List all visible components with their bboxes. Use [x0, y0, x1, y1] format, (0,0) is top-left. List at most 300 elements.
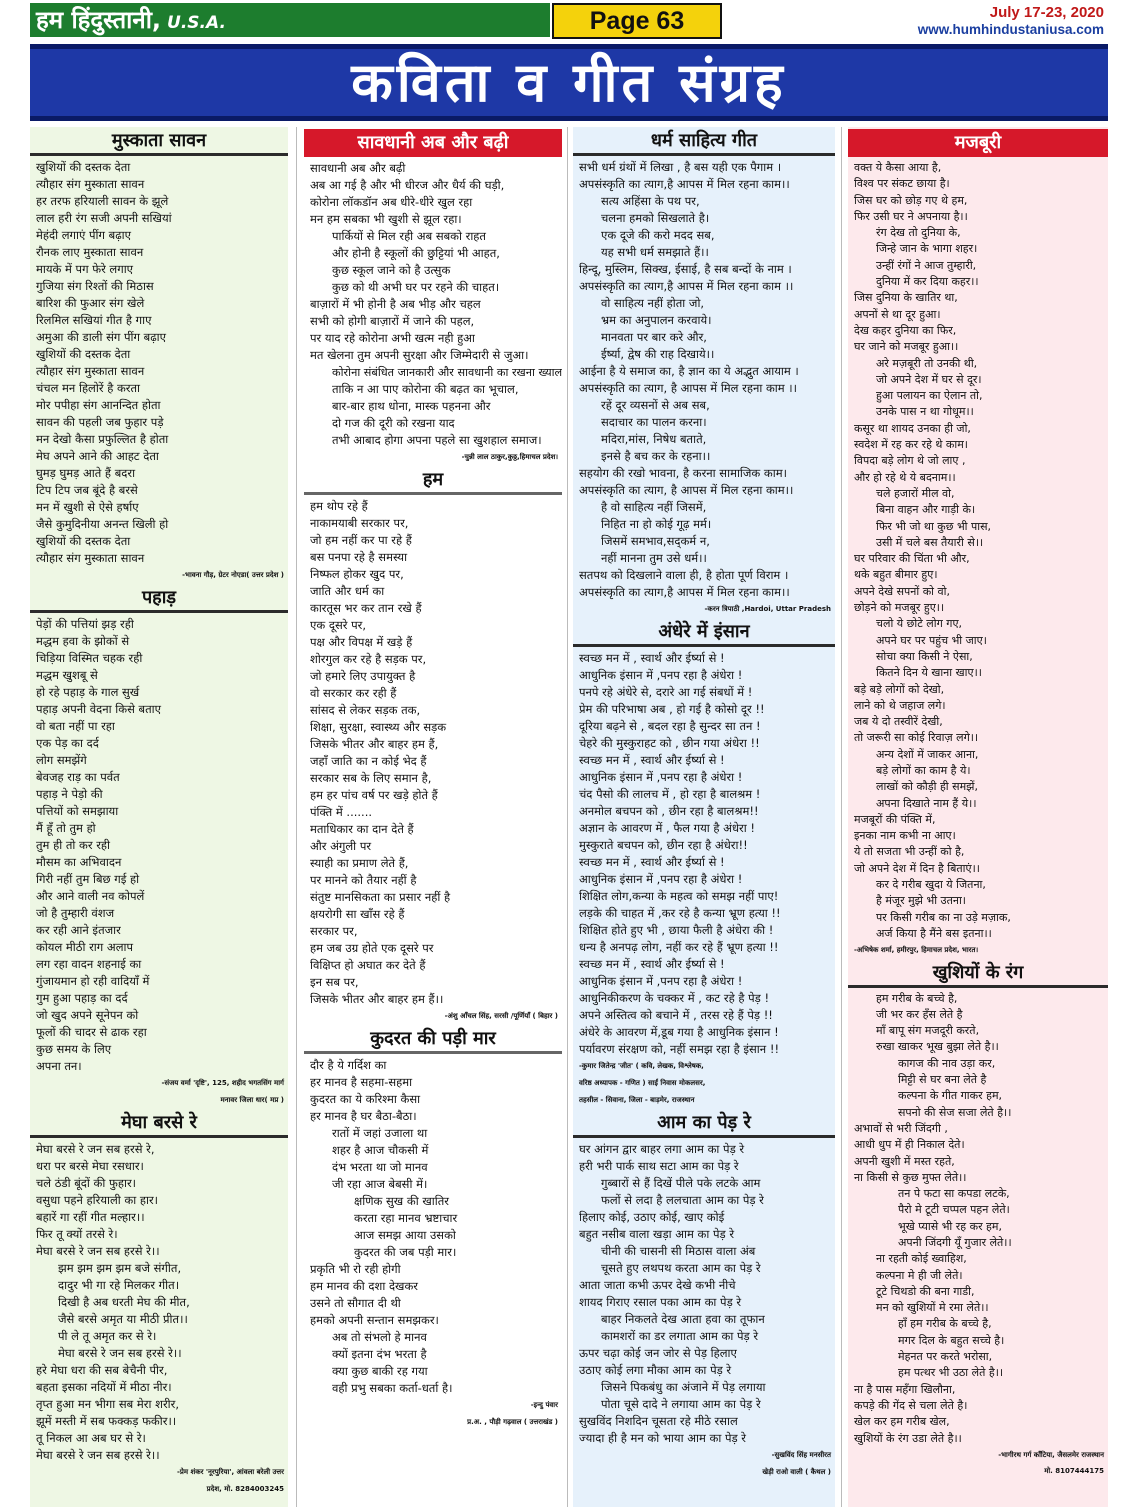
poem-line: तू निकल आ अब घर से रे।	[36, 1431, 146, 1445]
poem-line: मानवता पर बार करे और,	[601, 330, 707, 344]
poem-line: चंद पैसो की लालच में , हो रहा है बालश्रम !	[579, 787, 761, 801]
poem-line: भूखे प्यासे भी रह कर हम,	[898, 1219, 1002, 1233]
poem-line: वक्त ये कैसा आया है,	[854, 161, 942, 174]
poem-line: मिट्टी से घर बना लेते है	[898, 1073, 987, 1087]
poem-body	[848, 991, 1108, 1447]
poem-line: हिलाए कोई, उठाए कोई, खाए कोई	[579, 1210, 725, 1224]
poem-line: लग रहा वादन शहनाई का	[36, 957, 142, 971]
poem-line: वही प्रभु सबका कर्ता-धर्ता है।	[332, 1381, 453, 1395]
poem-line: जिस दुनिया के खातिर था,	[854, 291, 958, 305]
poem-line: जिसमें समभाव,सद्कर्म न,	[601, 534, 710, 548]
poem-line: देख कहर दुनिया का फिर,	[854, 323, 957, 337]
poem-line: पी ले तू अमृत कर से रे।	[58, 1329, 157, 1343]
poem-line: जैसे बरसे अमृत या मीठी प्रीत।।	[58, 1312, 188, 1326]
poem-line: रिलमिल सखियां गीत है गाए	[36, 313, 152, 327]
poem-line: दो गज की दूरी को रखना याद	[332, 416, 455, 430]
poem-line: सभी को होगी बाज़ारों में जाने की पहल,	[310, 314, 475, 328]
poem-line: पर मानने को तैयार नहीं है	[310, 873, 417, 887]
poem-line: पहाड़ अपनी वेदना किसे बताए	[36, 702, 161, 716]
poem-line: अपना दिखाते नाम हैं ये।।	[876, 796, 977, 810]
poem-author: -संजय वर्मा 'दृष्टि', 125, शहीद भगतसिंग मार्ग	[161, 1079, 284, 1087]
poem-line: बहता इसका नदियों में मीठा नीर।	[36, 1380, 172, 1394]
poem-author: -करन त्रिपाठी ,Hardoi, Uttar Pradesh	[704, 605, 831, 613]
poem-line: सरकार पर,	[310, 924, 358, 938]
poem-line: कोरोना लॉकडॉन अब धीरे-धीरे खुल रहा	[310, 195, 473, 209]
page-number: Page 63	[552, 3, 722, 39]
poem-line: खुशियों के रंग उडा लेते है।।	[854, 1431, 962, 1445]
poem-line: स्वच्छ मन में , स्वार्थ और ईर्ष्या से !	[579, 651, 725, 665]
poem-line: गुम हुआ पहाड़ का दर्द	[36, 991, 128, 1005]
poem-line: जिन्हे जान के भागा शहर।	[876, 242, 978, 256]
poem-line: मेघा बरसे रे जन सब हरसे रे।।	[58, 1346, 182, 1360]
poem-author-address: मो. 8107444175	[1044, 1467, 1104, 1476]
poem-line: अज्ञान के आवरण में , फैल गया है अंधेरा !	[579, 821, 755, 835]
poem-line: ईर्ष्या, द्वेष की राह दिखाये।।	[601, 347, 715, 361]
poem-line: कर रही आने इंतजार	[36, 923, 121, 937]
poem-line: मताधिकार का दान देते हैं	[310, 822, 414, 836]
poem-line: दंभ भरता था जो मानव	[332, 1160, 428, 1174]
poem-line: सांसद से लेकर सड़क तक,	[310, 703, 421, 717]
poem-line: है मंजूर मुझे भी उतना।	[876, 894, 966, 908]
poem-line: कितने दिन ये खाना खाए।।	[876, 666, 982, 680]
poem-line: जिसके भीतर और बाहर हम हैं,	[310, 737, 439, 751]
poem-line: पर याद रहे कोरोना अभी खत्म नही हुआ	[310, 331, 475, 345]
poem-line: मेघ अपने आने की आहट देता	[36, 449, 159, 463]
poem-line: बस पनपा रहे है समस्या	[310, 550, 408, 564]
poem-line: निष्फल होकर खुद पर,	[310, 567, 404, 581]
poem-line: दूरिया बढ़ने से , बदल रहा है सुन्दर सा तन !	[579, 719, 761, 733]
poem-body	[848, 160, 1108, 942]
poem-line: चंचल मन हिलोरें है करता	[36, 381, 141, 395]
poem-line: इनका नाम कभी ना आए।	[854, 829, 956, 843]
poem-line: जो हम नहीं कर पा रहे हैं	[310, 533, 412, 547]
poem-line: जहाँ जाति का न कोई भेद हैं	[310, 754, 427, 768]
poem-line: मेघा बरसे रे जन सब हरसे रे,	[36, 1142, 155, 1156]
column-4	[848, 127, 1108, 1507]
poem-line: अपनी जिंदगी यूँ गुजार लेते।।	[898, 1236, 1012, 1249]
poem-title: मजबूरी	[848, 129, 1108, 157]
poem-line: फलों से लदा है ललचाता आम का पेड़ रे	[601, 1193, 764, 1207]
poem-line: अपना तन।	[36, 1059, 82, 1073]
poem-line: कारतूस भर कर तान रखे हैं	[310, 601, 422, 615]
poem-line: हरी भरी पार्क साथ सटा आम का पेड़ रे	[579, 1159, 739, 1173]
poem-line: ना है पास महँगा खिलौना,	[854, 1382, 956, 1396]
poem-line: त्यौहार संग मुस्काता सावन	[36, 177, 145, 191]
poem-title: आम का पेड़ रे	[573, 1111, 835, 1138]
poem-title: अंधेरे में इंसान	[573, 620, 835, 647]
poem-line: बड़े बड़े लोगों को देखो,	[854, 682, 945, 696]
poem-line: बेवजह राड़ का पर्वत	[36, 770, 120, 784]
poem-line: अन्य देशों में जाकर आना,	[876, 747, 979, 761]
poem-line: सुखविंद निशदिन चूसता रहे मीठे रसाल	[579, 1414, 738, 1428]
poem-line: खुशियों की दस्तक देता	[36, 347, 131, 361]
poem-author-address: खेड़ी राओ वाली ( कैथल )	[762, 1468, 831, 1476]
poem-line: कपड़े की गेंद से चला लेते है।	[854, 1398, 968, 1412]
poem-line: हर मानव है सहमा-सहमा	[310, 1075, 413, 1089]
poem-line: निहित ना हो कोई गूढ़ मर्म।	[601, 517, 712, 531]
poem-line: सपनो की सेज सजा लेते है।।	[898, 1105, 1012, 1119]
poem-line: स्वदेश में रह कर रहे थे काम।	[854, 438, 968, 452]
poem-line: कोरोना संबंधित जानकारी और सावधानी का रखना ख्याल	[332, 366, 562, 379]
poem-line: रहें दूर व्यसनों से अब सब,	[601, 398, 710, 412]
poem-line: टूटे चिथडो की बना गाडी,	[876, 1284, 975, 1298]
poem-title: सावधानी अब और बढ़ी	[304, 129, 562, 157]
poem-line: है वो साहित्य नहीं जिसमें,	[601, 500, 707, 514]
poem-line: जो अपने देश में घर से दूर।	[876, 372, 982, 386]
column-1	[30, 127, 288, 1507]
poem-line: अंधेरे के आवरण में,डूब गया है आधुनिक इंसान !	[579, 1025, 779, 1039]
poem-line: अरे मज़बूरी तो उनकी थी,	[876, 356, 978, 370]
poem-title: खुशियों के रंग	[848, 961, 1108, 988]
poem-line: जिसके भीतर और बाहर हम हैं।।	[310, 992, 444, 1006]
poem-line: चिड़िया विस्मित चहक रही	[36, 651, 143, 665]
poem-line: मदिरा,मांस, निषेध बताते,	[601, 432, 707, 446]
poem-line: अभावों से भरी जिंदगी ,	[854, 1121, 948, 1135]
poem-author-address: वरिष्ठ अध्यापक - गणित ) साईं निवास मोकलसर,	[579, 1079, 706, 1087]
poem-title: मुस्काता सावन	[30, 129, 288, 156]
poem-author: -इन्दु पंवार	[530, 1401, 558, 1409]
poem-line: बड़े लोगों का काम है ये।	[876, 763, 971, 777]
poem-line: रौनक लाए मुस्काता सावन	[36, 245, 144, 259]
column-2	[304, 127, 562, 1507]
poem-line: शिक्षा, सुरक्षा, स्वास्थ्य और सड़क	[310, 720, 447, 734]
poem-line: पर्यावरण संरक्षण को, नहीं समझ रहा है इंसान !!	[579, 1042, 780, 1056]
poem-line: और आने वाली नव कोपलें	[36, 889, 145, 903]
poem-line: जी रहा आज बेबसी में।	[332, 1177, 428, 1191]
poem-body	[30, 1141, 288, 1464]
poem-line: तो जरूरी सा कोई रिवाज़ लगे।।	[854, 731, 979, 745]
poem-line: लड़के की चाहत में ,कर रहे है कन्या भ्रूण हत्या !!	[579, 906, 781, 920]
poem-line: क्यों इतना दंभ भरता है	[332, 1347, 427, 1361]
poem-title: पहाड़	[30, 586, 288, 613]
poem-author: -चुन्नी लाल ठाकुर,कुठ्ठ,हिमाचल प्रदेश।	[461, 453, 558, 461]
poem-author: -भावना गौड़, ग्रेटर नोएडा( उत्तर प्रदेश )	[182, 571, 284, 579]
poem-line: स्याही का प्रमाण लेते हैं,	[310, 856, 409, 870]
poem-line: आधुनिक इंसान में ,पनप रहा है अंधेरा !	[579, 974, 743, 988]
poem-line: खेल कर हम गरीब खेल,	[854, 1415, 950, 1429]
poem-line: गिरी नहीं तुम बिछ गई हो	[36, 872, 140, 886]
poem-line: सहयोग की रखो भावना, है करना सामाजिक काम।	[579, 466, 787, 480]
poem-line: बाहर निकलते देख आता हवा का तूफान	[601, 1312, 765, 1326]
poem-author-address: प्र.अ. , पौड़ी गढ़वाल ( उत्तराखंड )	[467, 1418, 558, 1426]
poem-line: रातों में जहां उजाला था	[332, 1126, 428, 1140]
poem-line: इनसे है बच कर के रहना।।	[601, 449, 711, 463]
poem-line: झम झम झम झम बजे संगीत,	[58, 1261, 182, 1275]
poem-line: विश्व पर संकट छाया है।	[854, 177, 950, 191]
poem-body	[30, 616, 288, 1075]
poem-line: जो खुद अपने सूनेपन को	[36, 1008, 139, 1022]
poem-line: एक दूजे की करो मदद सब,	[601, 228, 715, 242]
poem-line: सावधानी अब और बढ़ी	[310, 161, 406, 175]
poem-line: कुछ स्कूल जाने को है उत्सुक	[332, 263, 451, 277]
poem-line: वो साहित्य नहीं होता जो,	[601, 296, 705, 310]
poem-line: नाकामयाबी सरकार पर,	[310, 516, 409, 530]
poem-author: -अभिषेक शर्मा, हमीरपुर, हिमाचल प्रदेश, भारत।	[854, 946, 979, 955]
poem-line: अपने घर पर पहुंच भी जाए।	[876, 633, 987, 647]
poem-line: संतुष्ट मानसिकता का प्रसार नहीं है	[310, 890, 451, 904]
poem-line: इन सब पर,	[310, 975, 359, 989]
poem-line: मत खेलना तुम अपनी सुरक्षा और जिम्मेदारी से जुआ।	[310, 348, 529, 362]
poem-line: हम पत्थर भी उठा लेते है।।	[898, 1366, 1004, 1380]
poem-line: ऊपर चढ़ा कोई जन जोर से पेड़ हिलाए	[579, 1346, 737, 1360]
poem-line: हम जब उग्र होते एक दूसरे पर	[310, 941, 434, 955]
poem-title: हम	[304, 468, 562, 495]
poem-line: हाँ हम गरीब के बच्चे है,	[898, 1317, 992, 1331]
poem-line: खुशियों की दस्तक देता	[36, 160, 131, 174]
poem-line: उन्हीं रंगों ने आज तुम्हारी,	[876, 258, 977, 272]
poem-line: अपसंस्कृति का त्याग,है आपस में मिल रहना काम।।	[579, 177, 790, 191]
poem-line: तभी आबाद होगा अपना पहले सा खुशहाल समाज।	[332, 433, 542, 447]
poem-line: मद्धम हवा के झोकों से	[36, 634, 130, 648]
banner-title: कविता व गीत संग्रह	[351, 51, 787, 114]
poem-line: कसूर था शायद उनका ही जो,	[854, 421, 971, 435]
poem-line: लाने को थे जहाज लगे।	[854, 698, 946, 712]
poem-line: प्रकृति भी रो रही होगी	[310, 1262, 401, 1276]
poem-line: अमुआ की डाली संग पींग बढ़ाए	[36, 330, 167, 344]
poem-line: पनपे रहे अंधेरे से, दरारे आ गई संबधों में !	[579, 685, 753, 699]
poem-author: -भागीरथ गर्ग काँटिया, जैसलमेर राजस्थान	[998, 1450, 1104, 1459]
poem-line: बिना वाहन और गाड़ी के।	[876, 503, 976, 517]
poem-line: चले ठंडी बूंदों की फुहार।	[36, 1176, 137, 1190]
poem-line: जो है तुम्हारी वंशज	[36, 906, 115, 920]
poem-line: जब ये दो तस्वीरें देखी,	[854, 715, 943, 729]
poem-line: ये तो सजता भी उन्हीं को है,	[854, 845, 965, 859]
poem-line: घुमड़ घुमड़ आते हैं बदरा	[36, 466, 136, 480]
poem-line: फिर भी जो था कुछ भी पास,	[876, 519, 992, 533]
poem-line: मद्धम खुशबू से	[36, 668, 98, 682]
poem-line: हरे मेघा धरा की सब बेचैनी पीर,	[36, 1363, 168, 1377]
poem-line: बाज़ारों में भी होनी है अब भीड़ और चहल	[310, 297, 481, 311]
poem-line: सदाचार का पालन करना।	[601, 415, 707, 429]
section-banner	[30, 44, 1108, 121]
poem-line: आईना है ये समाज का, है ज्ञान का ये अद्भुत आयाम ।	[579, 364, 799, 378]
poem-line: और होनी है स्कूलों की छुट्टियां भी आहत,	[332, 246, 500, 260]
poem-line: जाति और धर्म का	[310, 584, 385, 598]
poem-line: गुजिया संग रिश्तों की मिठास	[36, 279, 154, 293]
poem-line: सोचा क्या किसी ने ऐसा,	[876, 649, 973, 663]
poem-line: यह सभी धर्म समझाते हैं।।	[601, 245, 709, 259]
poem-line: चलो ये छोटे लोग गए,	[876, 617, 963, 631]
poem-line: हो रहे पहाड़ के गाल सुर्ख	[36, 685, 140, 699]
poem-line: रुखा खाकर भूख बुझा लेते है।।	[876, 1040, 999, 1054]
poem-line: मन हम सबका भी खुशी से झूल रहा।	[310, 212, 462, 226]
poem-line: उठाए कोई लगा मौका आम का पेड़ रे	[579, 1363, 732, 1377]
poem-line: हमको अपनी सन्तान समझकर।	[310, 1313, 439, 1327]
poem-line: अब तो संभलो हे मानव	[332, 1330, 427, 1344]
poem-line: ना किसी से कुछ मुफ्त लेते।।	[854, 1170, 967, 1184]
poem-line: और हो रहे थे ये बदनाम।।	[854, 470, 956, 484]
poem-line: सतपथ को दिखलाने वाला ही, है होता पूर्ण विराम ।	[579, 568, 789, 582]
poem-line: अपसंस्कृति का त्याग,है आपस में मिल रहना काम ।।	[579, 279, 794, 293]
poem-line: एक दूसरे पर,	[310, 618, 366, 632]
poem-line: मेहनत पर करते भरोसा,	[898, 1350, 993, 1364]
poem-line: सभी धर्म ग्रंथों में लिखा , है बस यही एक पैगाम ।	[579, 160, 782, 174]
poem-line: और अंगुली पर	[310, 839, 372, 853]
poem-author: -कुमार जितेन्द्र 'जीत' ( कवि, लेखक, विश्लेषक,	[579, 1062, 704, 1070]
poem-line: आधुनिक इंसान में ,पनप रहा है अंधेरा !	[579, 872, 743, 886]
masthead-right	[918, 4, 1104, 38]
poem-line: पैरो मे टूटी चप्पल पहन लेते।	[898, 1203, 1010, 1217]
poem-title: कुदरत की पड़ी मार	[304, 1027, 562, 1054]
poem-line: उनके पास न था गोधूम।।	[876, 405, 974, 419]
poem-line: विक्षिप्त हो अघात कर देते हैं	[310, 958, 426, 972]
poem-line: लाल हरी रंग सजी अपनी सखियां	[36, 211, 172, 225]
poem-line: दिखी है अब धरती मेघ की मीत,	[58, 1295, 190, 1309]
poem-line: झूमें मस्ती में सब फक्कड़ फकीर।।	[36, 1414, 177, 1428]
poem-line: फिर उसी घर ने अपनाया है।।	[854, 209, 968, 223]
poem-line: मेहंदी लगाएं पींग बढ़ाए	[36, 228, 132, 242]
poem-body	[304, 498, 562, 1008]
poem-line: घर आंगन द्वार बाहर लगा आम का पेड़ रे	[579, 1142, 745, 1156]
poem-line: एक पेड़ का दर्द	[36, 736, 99, 750]
poem-line: कागज की नाव उड़ा कर,	[898, 1056, 996, 1070]
poem-line: मजबूरों की पंक्ति में,	[854, 812, 936, 826]
poem-line: तन पे फटा सा कपडा लटके,	[898, 1187, 1010, 1201]
poem-line: अपसंस्कृति का त्याग, है आपस में मिल रहना काम ।।	[579, 381, 798, 395]
poem-line: धरा पर बरसे मेघा रसधार।	[36, 1159, 144, 1173]
poem-line: शिक्षित लोग,कन्या के महत्व को समझ नहीं पाए!	[579, 889, 779, 903]
poem-line: चलना हमको सिखलाते है।	[601, 211, 710, 225]
poem-line: क्षणिक सुख की खातिर	[354, 1194, 449, 1208]
poem-line: अनमोल बचपन को , छीन रहा है बालश्रम!!	[579, 804, 759, 818]
issue-date: July 17-23, 2020	[989, 4, 1104, 21]
poem-body	[573, 159, 835, 601]
poem-line: अर्ज किया है मैंने बस इतना।।	[876, 926, 992, 940]
poem-line: दौर है ये गर्दिश का	[310, 1058, 387, 1072]
poem-body	[304, 160, 562, 449]
poem-line: तुम ही तो कर रही	[36, 838, 110, 852]
poem-line: अब आ गई है और भी धीरज और धैर्य की घड़ी,	[310, 178, 505, 192]
poem-line: मन देखो कैसा प्रफुल्लित है होता	[36, 432, 169, 446]
poem-line: घर परिवार की चिंता भी और,	[854, 552, 970, 566]
poem-line: फूलों की चादर से ढाक रहा	[36, 1025, 147, 1039]
poem-body	[573, 650, 835, 1058]
poem-line: शिक्षित होते हुए भी , छाया फैली है अंधेरा की !	[579, 923, 774, 937]
poem-line: बहुत नसीब वाला खड़ा आम का पेड़ रे	[579, 1227, 735, 1241]
poem-line: कल्पना के गीत गाकर हम,	[898, 1089, 1003, 1103]
poem-line: गुंजायमान हो रही वादियाँ में	[36, 974, 150, 988]
poem-line: अपसंस्कृति का त्याग, है आपस में मिल रहना काम।।	[579, 483, 794, 497]
poem-line: कुछ को थी अभी घर पर रहने की चाहत।	[332, 280, 500, 294]
poem-line: स्वच्छ मन में , स्वार्थ और ईर्ष्या से !	[579, 957, 725, 971]
poem-line: चूसते हुए लथपथ करता आम का पेड़ रे	[601, 1261, 761, 1275]
poem-body	[304, 1057, 562, 1397]
poem-line: कुदरत की जब पड़ी मार।	[354, 1245, 457, 1259]
poem-line: छोड़ने को मजबूर हुए।।	[854, 601, 945, 615]
poem-line: आधुनिकीकरण के चक्कर में , कट रहे है पेड़ !	[579, 991, 770, 1005]
poem-line: मोर पपीहा संग आनन्दित होता	[36, 398, 161, 412]
poem-line: ना रहती कोई ख्वाहिश,	[876, 1252, 967, 1266]
poem-body	[30, 159, 288, 567]
poem-line: वसुधा पहने हरियाली का हार।	[36, 1193, 159, 1207]
poem-author-address: प्रदेश, मो. 8284003245	[206, 1485, 284, 1493]
poem-author-address: मनावर जिला धार( मप्र )	[220, 1096, 284, 1104]
poem-line: जैसे कुमुदिनीया अनन्त खिली हो	[36, 517, 169, 531]
poem-line: बारिश की फुआर संग खेले	[36, 296, 145, 310]
poem-line: हम हर पांच वर्ष पर खड़े होते हैं	[310, 788, 438, 802]
poem-line: आधुनिक इंसान में ,पनप रहा है अंधेरा !	[579, 770, 743, 784]
poem-line: मैं हूँ तो तुम हो	[36, 821, 96, 835]
poem-line: जो अपने देश में दिन है बिताएं।।	[854, 861, 980, 875]
poem-line: क्या कुछ बाकी रह गया	[332, 1364, 428, 1378]
poem-title: धर्म साहित्य गीत	[573, 129, 835, 156]
poem-author-address: तहसील - सिवाना, जिला - बाड़मेर, राजस्थान	[579, 1096, 695, 1104]
poem-line: दादुर भी गा रहे मिलकर गीत।	[58, 1278, 180, 1292]
poem-line: ज्यादा ही है मन को भाया आम का पेड़ रे	[579, 1431, 747, 1445]
poem-line: स्वच्छ मन में , स्वार्थ और ईर्ष्या से !	[579, 753, 725, 767]
poem-author: -प्रेम शंकर 'नूरपुरिया', आंवला बरेली उत्तर	[176, 1468, 284, 1476]
poem-line: लाखों को कौड़ी ही समझें,	[876, 780, 978, 794]
poem-line: आता जाता कभी ऊपर देखे कभी नीचे	[579, 1278, 736, 1292]
poem-line: वो सरकार कर रही हैं	[310, 686, 397, 700]
poem-line: मेघा बरसे रे जन सब हरसे रे।।	[36, 1244, 160, 1258]
poem-line: लोग समझेंगे	[36, 753, 87, 767]
poem-line: माँ बापू संग मजदूरी करते,	[876, 1024, 980, 1038]
poem-line: अपने देखे सपनों को वो,	[854, 584, 950, 598]
poem-line: पहाड़ ने पेड़ो की	[36, 787, 103, 801]
poem-line: हम मानव की दशा देखकर	[310, 1279, 419, 1293]
poem-line: कल्पना मे ही जी लेते।	[876, 1268, 963, 1282]
poem-line: सत्य अहिंसा के पथ पर,	[601, 194, 700, 208]
poem-line: अपसंस्कृति का त्याग,है आपस में मिल रहना काम।।	[579, 585, 790, 599]
poem-line: हिन्दू, मुस्लिम, सिक्ख, ईसाई, है सब बन्दों के नाम ।	[579, 262, 792, 276]
poem-title: मेघा बरसे रे	[30, 1111, 288, 1138]
poem-line: सावन की पहली जब फुहार पड़े	[36, 415, 164, 429]
poem-line: मुस्कुराते बचपन को, छीन रहा है अंधेरा!!	[579, 838, 748, 852]
poem-body	[573, 1141, 835, 1447]
poem-line: करता रहा मानव भ्रष्टाचार	[354, 1211, 458, 1225]
masthead	[30, 3, 1108, 41]
poem-line: उसने तो सौगात दी थी	[310, 1296, 401, 1310]
poem-line: त्यौहार संग मुस्काता सावन	[36, 551, 145, 565]
poem-line: कुदरत का ये करिश्मा कैसा	[310, 1092, 421, 1106]
poem-line: विपदा बड़े लोग थे जो लाए ,	[854, 454, 966, 468]
poem-line: कोयल मीठी राग अलाप	[36, 940, 134, 954]
poem-line: बहारें गा रहीं गीत मल्हार।।	[36, 1210, 145, 1224]
poem-line: प्रेम की परिभाषा अब , हो गई है कोसो दूर !!	[579, 702, 765, 716]
poem-line: हम गरीब के बच्चे है,	[876, 991, 958, 1005]
poem-line: पर किसी गरीब का ना उड़े मज़ाक,	[876, 910, 1011, 924]
poem-author: -अंशु आँचल सिंह, सरसी /पूर्णियाँ ( बिहार )	[444, 1012, 558, 1020]
poem-line: तृप्त हुआ मन भीगा सब मेरा शरीर,	[36, 1397, 179, 1411]
poem-line: पार्कियों से मिल रही अब सबको राहत	[332, 229, 486, 243]
poem-line: उसी में चले बस तैयारी से।।	[876, 535, 984, 549]
poem-line: जो हमारे लिए उपायुक्त है	[310, 669, 416, 683]
poem-line: हर मानव है घर बैठा-बैठा।	[310, 1109, 417, 1123]
poem-line: बार-बार हाथ धोना, मास्क पहनना और	[332, 399, 491, 413]
poem-line: मेघा बरसे रे जन सब हरसे रे।।	[36, 1448, 160, 1462]
poem-line: जिस घर को छोड़ गए थे हम,	[854, 193, 968, 207]
poem-line: त्यौहार संग मुस्काता सावन	[36, 364, 145, 378]
poem-line: मन में खुशी से ऐसे हर्षाए	[36, 500, 139, 514]
poem-line: पक्ष और विपक्ष में खड़े हैं	[310, 635, 413, 649]
poem-line: कर दे गरीब खुदा ये जितना,	[876, 878, 986, 892]
poem-line: जी भर कर हँस लेते है	[876, 1007, 963, 1021]
paper-name: हम हिंदुस्तानी, U.S.A.	[30, 3, 550, 37]
website-link[interactable]: www.humhindustaniusa.com	[917, 22, 1104, 37]
poem-line: मौसम का अभिवादन	[36, 855, 122, 869]
poem-line: चेहरे की मुस्कुराहट को , छीन गया अंधेरा !!	[579, 736, 760, 750]
poem-line: क्षयरोगी सा खाँस रहे हैं	[310, 907, 405, 921]
poem-line: हर तरफ हरियाली सावन के झूले	[36, 194, 169, 208]
poem-line: मगर दिल के बहुत सच्चे है।	[898, 1333, 1005, 1347]
poem-line: हम थोप रहे हैं	[310, 499, 368, 513]
poem-line: घर जाने को मजबूर हुआ।।	[854, 340, 959, 354]
poem-line: आधी धुप में ही निकाल देते।	[854, 1138, 965, 1152]
poem-line: भ्रम का अनुपालन करवाये।	[601, 313, 712, 327]
poem-line: धन्य है अनपढ़ लोग, नहीं कर रहे हैं भ्रूण हत्या !!	[579, 940, 779, 954]
poem-line: शहर है आज चौकसी में	[332, 1143, 429, 1157]
